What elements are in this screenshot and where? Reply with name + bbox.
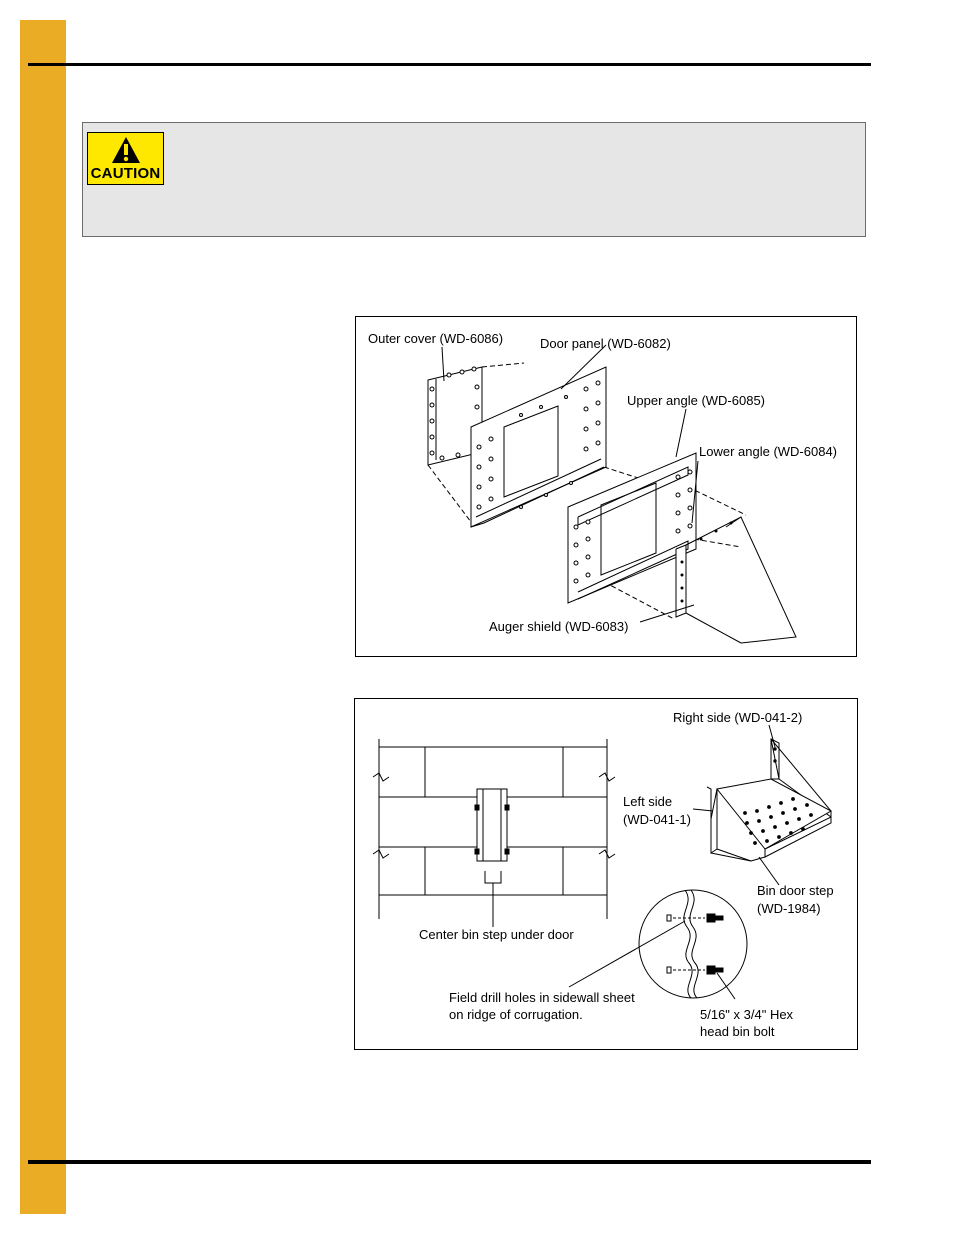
door-assembly-figure	[355, 316, 857, 657]
bin-step-drawing	[355, 699, 859, 1051]
label-center-step: Center bin step under door	[419, 927, 574, 942]
header-rule	[28, 63, 871, 66]
caution-box	[82, 122, 866, 237]
label-field-drill-cont: on ridge of corrugation.	[449, 1007, 583, 1022]
label-field-drill: Field drill holes in sidewall sheet	[449, 990, 635, 1005]
label-outer-cover: Outer cover (WD-6086)	[368, 331, 504, 346]
label-right-side: Right side (WD-041-2)	[673, 710, 803, 725]
caution-sign	[87, 132, 164, 185]
label-door-panel: Door panel (WD-6082)	[540, 336, 671, 351]
label-lower-angle: Lower angle (WD-6084)	[699, 444, 838, 459]
label-bolt: 5/16" x 3/4" Hex	[700, 1007, 794, 1022]
label-left-side: Left side	[623, 794, 673, 809]
label-auger-shield: Auger shield (WD-6083)	[489, 619, 629, 634]
bin-step-figure	[354, 698, 858, 1050]
footer-rule	[28, 1160, 871, 1164]
side-color-bar	[20, 20, 66, 1214]
label-left-side-part: (WD-041-1)	[623, 812, 691, 827]
warning-triangle-icon	[111, 136, 141, 164]
label-bolt-cont: head bin bolt	[700, 1024, 775, 1039]
label-bin-door-step-part: (WD-1984)	[757, 901, 821, 916]
door-assembly-drawing	[356, 317, 858, 658]
label-bin-door-step: Bin door step	[757, 883, 834, 898]
label-upper-angle: Upper angle (WD-6085)	[627, 393, 766, 408]
caution-label: CAUTION	[90, 165, 161, 182]
